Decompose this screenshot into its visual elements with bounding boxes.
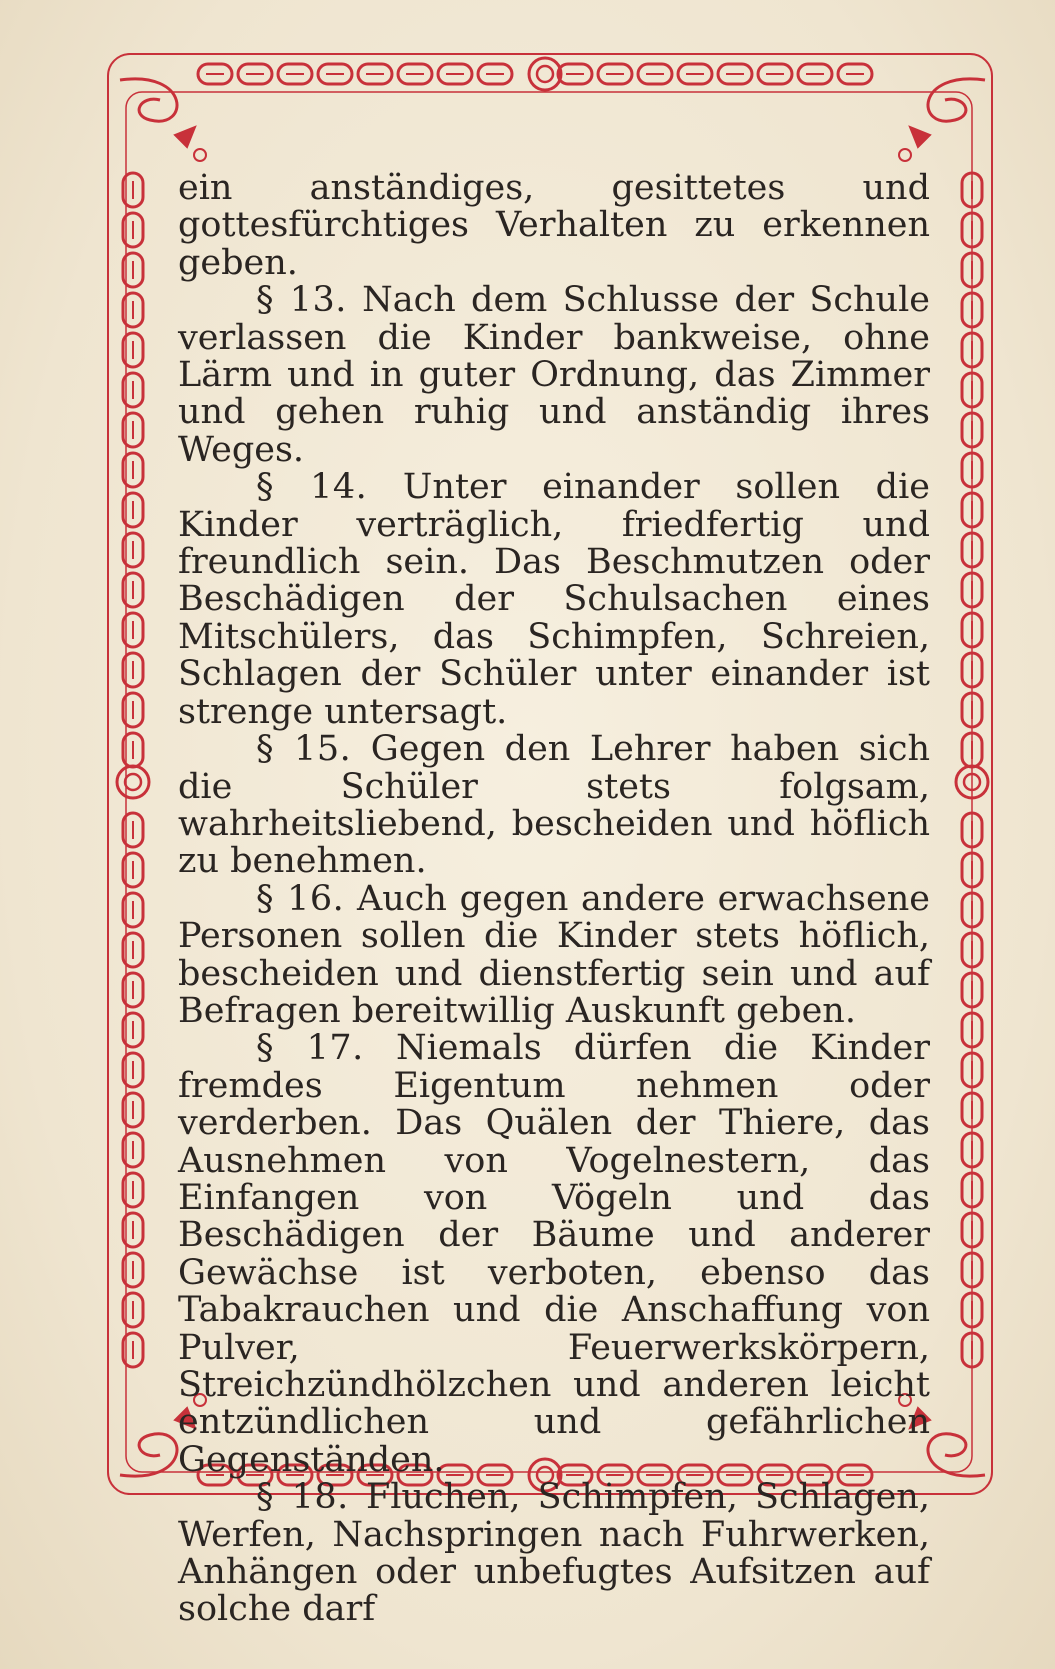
paragraph-continuation	[178, 170, 930, 282]
page-text	[178, 170, 930, 1629]
paragraph-text: Niemals dürfen die Kinder fremdes Eigentum nehmen oder verderben. Das Quälen der Thiere, das Ausnehmen von Vogelnestern, das Einfangen von Vögeln und das Beschädigen der Bäume und anderer Gewächse ist verboten, ebenso das Tabakrauchen und die Anschaffung von Pulver, Feuerwerkskörpern, Streichzündhölzchen und anderen leicht entzündlichen und gefährlichen Gegenständen.	[178, 1028, 930, 1480]
section-number: § 15.	[256, 729, 352, 770]
section-number: § 13.	[256, 280, 347, 321]
corner-scroll	[928, 1434, 985, 1476]
corner-leaf	[175, 127, 195, 147]
corner-bud	[899, 149, 911, 161]
paragraph-text: Fluchen, Schimpfen, Schlagen, Werfen, Nachspringen nach Fuhrwerken, Anhängen oder unbefugtes Aufsitzen auf solche darf	[178, 1477, 930, 1630]
paragraph-13	[178, 282, 930, 469]
paragraph-text: Nach dem Schlusse der Schule verlassen die Kinder bankweise, ohne Lärm und in guter Ordnung, das Zimmer und gehen ruhig und anständig ihres Weges.	[178, 280, 930, 470]
rosette	[117, 766, 149, 798]
rosette-center	[125, 774, 141, 790]
corner-bud	[194, 149, 206, 161]
paragraph-text: Unter einander sollen die Kinder verträglich, friedfertig und freundlich sein. Das Beschmutzen oder Beschädigen der Schulsachen eines Mitschülers, das Schimpfen, Schreien, Schlagen der Schüler unter einander ist strenge untersagt.	[178, 467, 930, 732]
paragraph-15	[178, 731, 930, 881]
rosette	[529, 58, 561, 90]
paragraph-16	[178, 878, 930, 1031]
section-number: § 16.	[256, 878, 345, 919]
paragraph-text: Auch gegen andere erwachsene Personen sollen die Kinder stets höflich, bescheiden und dienstfertig sein und auf Befragen bereitwillig Auskunft geben.	[178, 878, 930, 1031]
rosette-center	[537, 66, 553, 82]
corner-leaf	[910, 127, 930, 147]
section-number: § 18.	[256, 1477, 349, 1518]
paragraph-text: ein anständiges, gesittetes und gottesfürchtiges Verhalten zu erkennen geben.	[178, 168, 930, 283]
paragraph-14	[178, 469, 930, 731]
section-number: § 14.	[256, 467, 368, 508]
paragraph-text: Gegen den Lehrer haben sich die Schüler stets folgsam, wahrheitsliebend, bescheiden und höflich zu benehmen.	[178, 729, 930, 882]
corner-scroll	[120, 1434, 177, 1476]
corner-scroll	[928, 79, 985, 121]
paragraph-17	[178, 1030, 930, 1479]
paragraph-18	[178, 1479, 930, 1629]
section-number: § 17.	[256, 1028, 364, 1069]
